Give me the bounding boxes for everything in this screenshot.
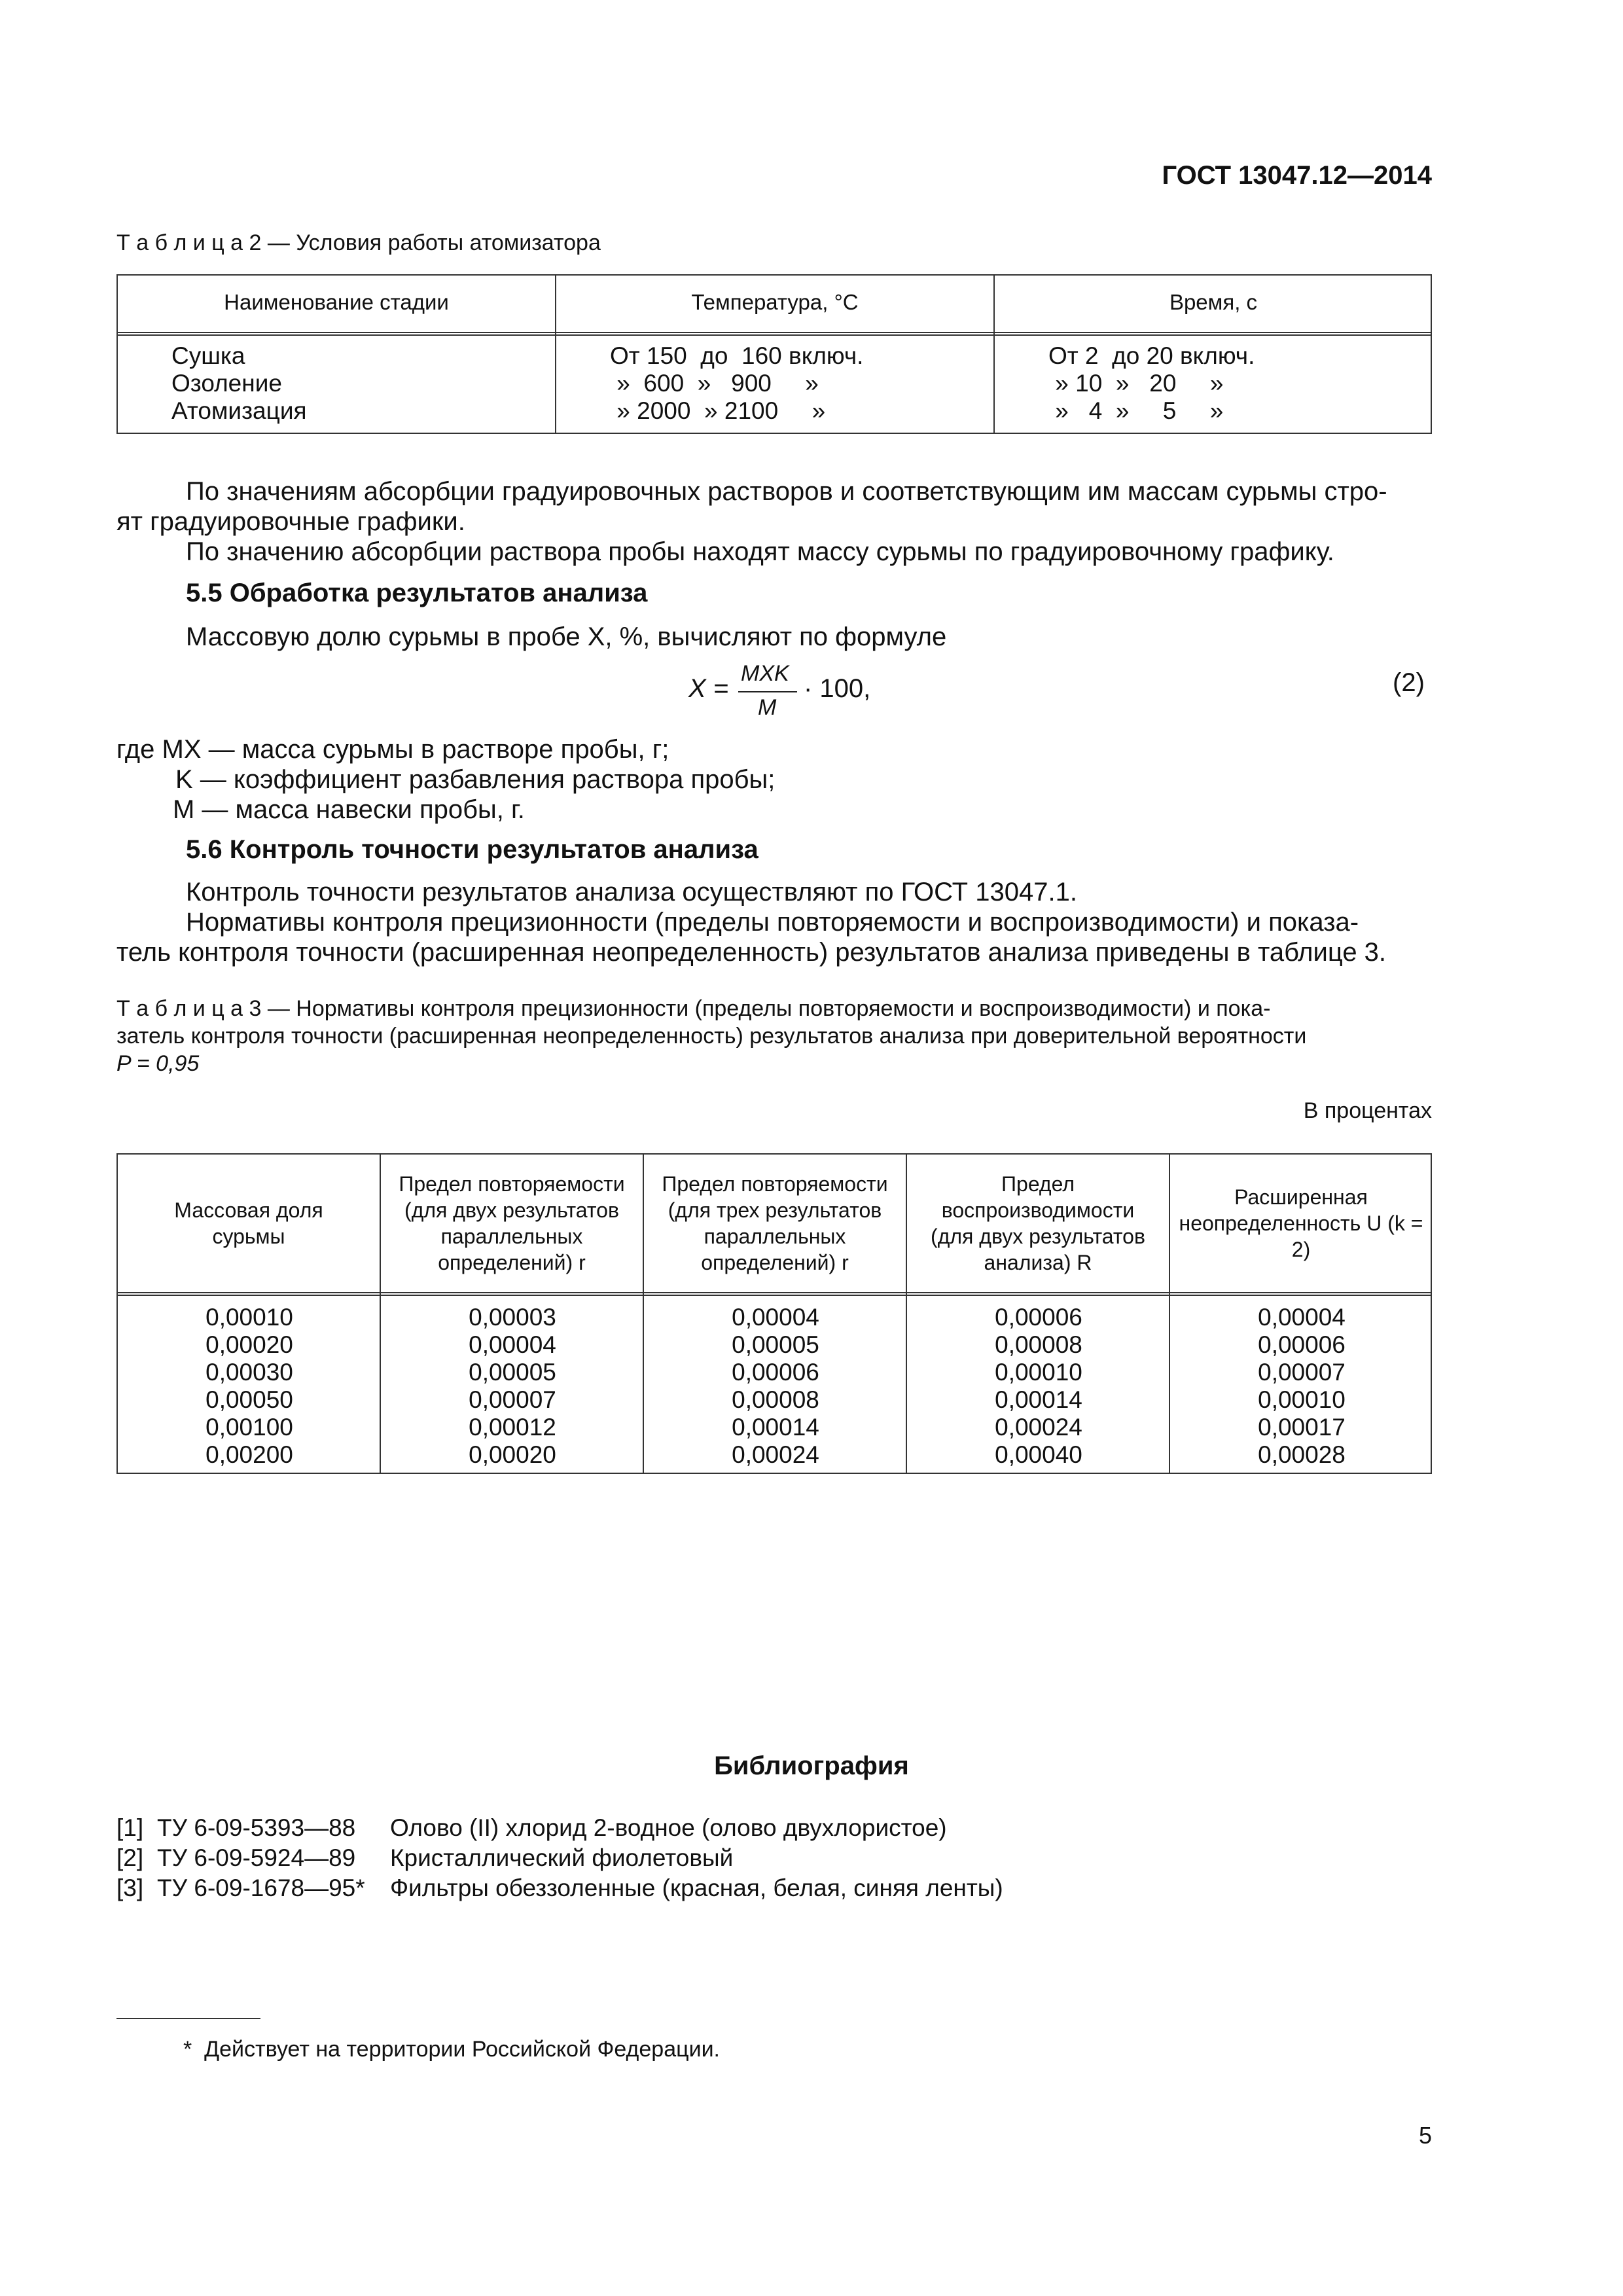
table3-cell: 0,00040 <box>995 1441 1082 1468</box>
table3-caption-text: — Нормативы контроля прецизионности (пределы повторяемости и воспроизводимости) и пока- <box>261 996 1271 1021</box>
paragraph-calibration-line1: По значениям абсорбции градуировочных растворов и соответствующим им массам сурьмы стро- <box>186 477 1387 506</box>
fraction-bar <box>738 691 797 692</box>
section-heading-5-6: 5.6 Контроль точности результатов анализа <box>186 835 758 864</box>
table2-header-time: Время, с <box>1169 290 1258 314</box>
table3-column-repeatability-two <box>381 1304 644 1469</box>
formula-lhs: X = <box>688 674 736 703</box>
table2-header-temperature: Температура, °С <box>691 290 859 314</box>
table3-cell: 0,00028 <box>1258 1441 1346 1468</box>
table3-cell: 0,00007 <box>1258 1359 1346 1386</box>
table2-caption-label: Т а б л и ц а 2 <box>116 230 262 255</box>
table3-caption-line1 <box>116 995 1270 1022</box>
page-number: 5 <box>1418 2122 1432 2149</box>
table3-cell: 0,00200 <box>205 1441 293 1468</box>
bibliography-num: [3] <box>116 1874 144 1901</box>
formula-number: (2) <box>1393 668 1425 697</box>
table3-cell: 0,00017 <box>1258 1414 1346 1441</box>
document-id: ГОСТ 13047.12—2014 <box>1162 161 1432 190</box>
bibliography-title: Библиография <box>714 1751 909 1780</box>
paragraph-norms-line1: Нормативы контроля прецизионности (пределы повторяемости и воспроизводимости) и показа- <box>186 908 1359 937</box>
table2-stage-cell: Сушка <box>171 342 245 369</box>
table2-caption-text: — Условия работы атомизатора <box>261 230 601 255</box>
table3-cell: 0,00003 <box>469 1304 556 1331</box>
bibliography-code: ТУ 6-09-5924—89 <box>157 1844 356 1871</box>
table2-temperature-cell: » 600 » 900 » <box>610 370 819 397</box>
footnote-rule <box>116 2018 260 2019</box>
table3-header-uncertainty: Расширенная неопределенность U (k = 2) <box>1179 1185 1423 1261</box>
table2-temperature-cell: » 2000 » 2100 » <box>610 397 826 424</box>
table3-cell: 0,00050 <box>205 1386 293 1413</box>
bibliography-num: [1] <box>116 1814 144 1841</box>
paragraph-formula-intro: Массовую долю сурьмы в пробе X, %, вычисляют по формуле <box>186 622 947 651</box>
paragraph-calibration-line2: ят градуировочные графики. <box>116 507 465 536</box>
table3-column-repeatability-three <box>644 1304 907 1469</box>
table2-header-rule <box>118 332 1431 336</box>
table3-cell: 0,00024 <box>995 1414 1082 1441</box>
table3-cell: 0,00100 <box>205 1414 293 1441</box>
formula-denominator: M <box>758 695 777 720</box>
table3-cell: 0,00024 <box>732 1441 819 1468</box>
table3-header-mass-fraction: Массовая доля сурьмы <box>174 1198 323 1248</box>
table3-cell: 0,00004 <box>1258 1304 1346 1331</box>
table3-cell: 0,00008 <box>732 1386 819 1413</box>
table3-cell: 0,00012 <box>469 1414 556 1441</box>
table3-cell: 0,00020 <box>205 1331 293 1358</box>
table3-header-reproducibility: Предел воспроизводимости (для двух результатов анализа) R <box>931 1172 1145 1274</box>
table3-cell: 0,00006 <box>995 1304 1082 1331</box>
table2-time-cell: » 4 » 5 » <box>1048 397 1224 424</box>
table3-cell: 0,00014 <box>732 1414 819 1441</box>
bibliography-item <box>116 1813 143 1843</box>
bibliography-item-title: Фильтры обеззоленные (красная, белая, синяя ленты) <box>390 1874 1003 1901</box>
table3-header-rule <box>118 1292 1431 1296</box>
table3-cell: 0,00030 <box>205 1359 293 1386</box>
table3-header-repeatability-two: Предел повторяемости (для двух результатов параллельных определений) r <box>399 1172 625 1274</box>
section-heading-5-5: 5.5 Обработка результатов анализа <box>186 579 648 607</box>
table3-cell: 0,00010 <box>1258 1386 1346 1413</box>
where-k: K — коэффициент разбавления раствора пробы; <box>175 765 776 794</box>
table2-stage-cell: Атомизация <box>171 397 307 424</box>
table3-column-mass-fraction <box>118 1304 381 1469</box>
table3-caption-line2: затель контроля точности (расширенная неопределенность) результатов анализа при доверительной вероятности <box>116 1024 1307 1049</box>
bibliography-item-title: Олово (II) хлорид 2-водное (олово двухлористое) <box>390 1814 947 1841</box>
bibliography-num: [2] <box>116 1844 144 1871</box>
table3 <box>116 1153 1432 1474</box>
table3-cell: 0,00008 <box>995 1331 1082 1358</box>
bibliography-item <box>116 1843 143 1873</box>
bibliography-item-title: Кристаллический фиолетовый <box>390 1844 734 1871</box>
paragraph-accuracy-control: Контроль точности результатов анализа осуществляют по ГОСТ 13047.1. <box>186 878 1077 906</box>
formula-numerator: MXK <box>741 661 789 686</box>
table3-caption-label: Т а б л и ц а 3 <box>116 996 262 1021</box>
table3-cell: 0,00004 <box>469 1331 556 1358</box>
table3-header-repeatability-three: Предел повторяемости (для трех результатов параллельных определений) r <box>662 1172 888 1274</box>
table3-cell: 0,00010 <box>205 1304 293 1331</box>
table3-column-reproducibility <box>907 1304 1170 1469</box>
table3-cell: 0,00006 <box>732 1359 819 1386</box>
table2-temperature-cell: От 150 до 160 включ. <box>610 342 864 369</box>
footnote: * Действует на территории Российской Федерации. <box>183 2037 721 2062</box>
table3-cell: 0,00005 <box>732 1331 819 1358</box>
where-m: M — масса навески пробы, г. <box>173 795 525 824</box>
formula-rhs: · 100, <box>804 674 871 703</box>
table2-header-stage: Наименование стадии <box>224 290 449 314</box>
paragraph-norms-line2: тель контроля точности (расширенная неопределенность) результатов анализа приведены в таблице 3. <box>116 938 1387 967</box>
bibliography-code: ТУ 6-09-5393—88 <box>157 1814 356 1841</box>
table3-cell: 0,00020 <box>469 1441 556 1468</box>
table3-cell: 0,00005 <box>469 1359 556 1386</box>
table2 <box>116 274 1432 434</box>
where-mx: где MX — масса сурьмы в растворе пробы, г; <box>116 735 669 764</box>
table3-column-uncertainty <box>1170 1304 1433 1469</box>
table2-stage-cell: Озоление <box>171 370 282 397</box>
table2-time-cell: » 10 » 20 » <box>1048 370 1224 397</box>
bibliography-code: ТУ 6-09-1678—95* <box>157 1874 365 1901</box>
table2-time-cell: От 2 до 20 включ. <box>1048 342 1255 369</box>
table3-cell: 0,00014 <box>995 1386 1082 1413</box>
table3-cell: 0,00004 <box>732 1304 819 1331</box>
table3-cell: 0,00006 <box>1258 1331 1346 1358</box>
paragraph-sample-mass: По значению абсорбции раствора пробы находят массу сурьмы по градуировочному графику. <box>186 537 1334 566</box>
table3-cell: 0,00007 <box>469 1386 556 1413</box>
bibliography-item <box>116 1873 143 1903</box>
table3-cell: 0,00010 <box>995 1359 1082 1386</box>
table3-caption-line3: P = 0,95 <box>116 1051 200 1076</box>
table2-caption <box>116 229 601 257</box>
table3-units: В процентах <box>1303 1098 1432 1123</box>
